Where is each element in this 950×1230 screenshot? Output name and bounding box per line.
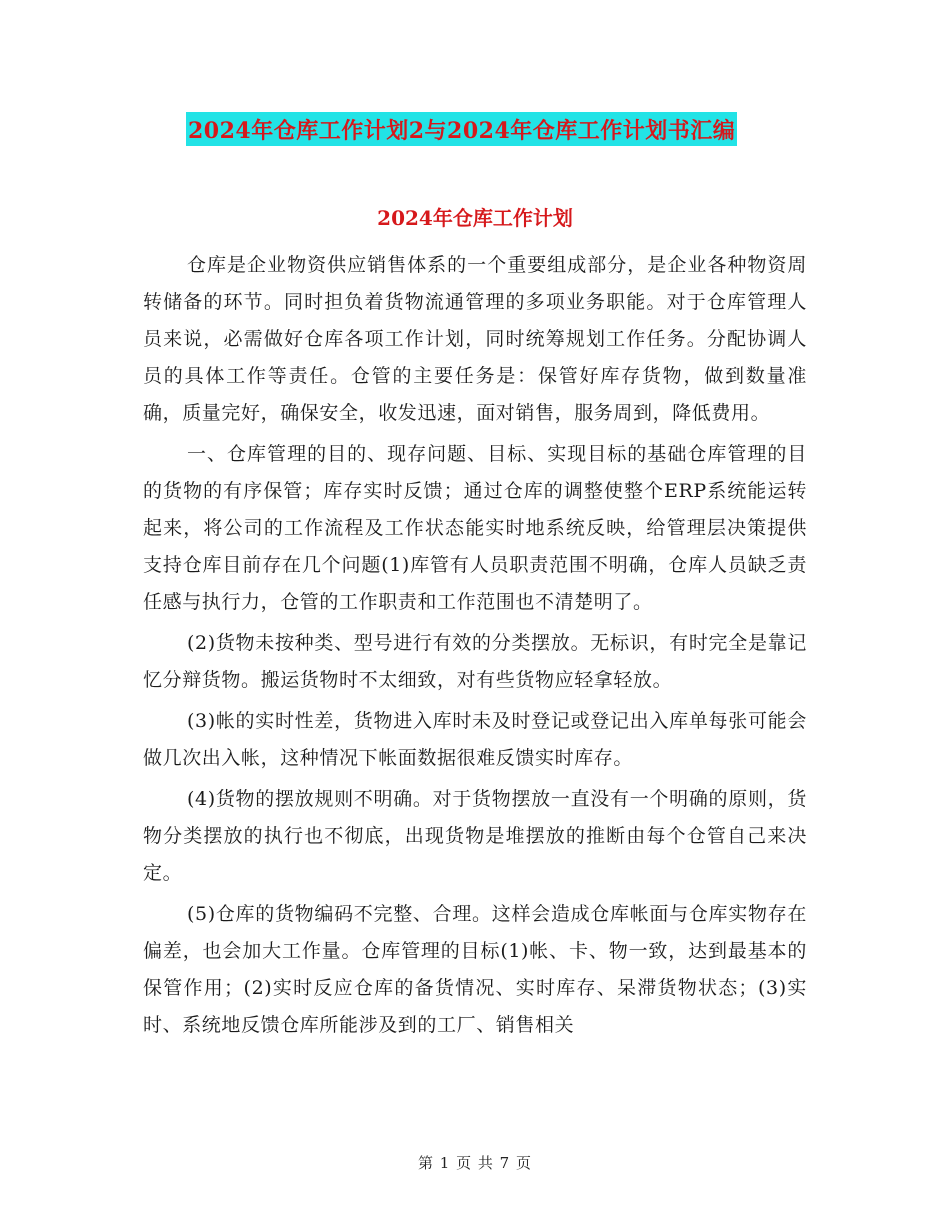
paragraph: (3)帐的实时性差，货物进入库时未及时登记或登记出入库单每张可能会做几次出入帐，这种情况下帐面数据很难反馈实时库存。 [143,710,807,769]
section-title: 2024年仓库工作计划 [377,206,573,230]
body-text [143,247,807,1048]
document-title: 2024年仓库工作计划2与2024年仓库工作计划书汇编 [188,117,736,144]
paragraph: (5)仓库的货物编码不完整、合理。这样会造成仓库帐面与仓库实物存在偏差，也会加大工作量。仓库管理的目标(1)帐、卡、物一致，达到最基本的保管作用；(2)实时反应仓库的备货情况、实时库存、呆滞货物状态；(3)实时、系统地反馈仓库所能涉及到的工厂、销售相关 [143,903,807,1036]
title-highlight [186,112,737,146]
paragraph: (4)货物的摆放规则不明确。对于货物摆放一直没有一个明确的原则，货物分类摆放的执行也不彻底，出现货物是堆摆放的推断由每个仓管自己来决定。 [143,788,807,884]
page-footer: 第 1 页 共 7 页 [418,1154,532,1172]
paragraph: 一、仓库管理的目的、现存问题、目标、实现目标的基础仓库管理的目的货物的有序保管；库存实时反馈；通过仓库的调整使整个ERP系统能运转起来，将公司的工作流程及工作状态能实时地系统反映，给管理层决策提供支持仓库目前存在几个问题(1)库管有人员职责范围不明确，仓库人员缺乏责任感与执行力，仓管的工作职责和工作范围也不清楚明了。 [143,443,807,613]
paragraph: 仓库是企业物资供应销售体系的一个重要组成部分，是企业各种物资周转储备的环节。同时担负着货物流通管理的多项业务职能。对于仓库管理人员来说，必需做好仓库各项工作计划，同时统筹规划工作任务。分配协调人员的具体工作等责任。仓管的主要任务是：保管好库存货物，做到数量准确，质量完好，确保安全，收发迅速，面对销售，服务周到，降低费用。 [143,254,807,424]
paragraph: (2)货物未按种类、型号进行有效的分类摆放。无标识，有时完全是靠记忆分辩货物。搬运货物时不太细致，对有些货物应轻拿轻放。 [143,632,807,691]
